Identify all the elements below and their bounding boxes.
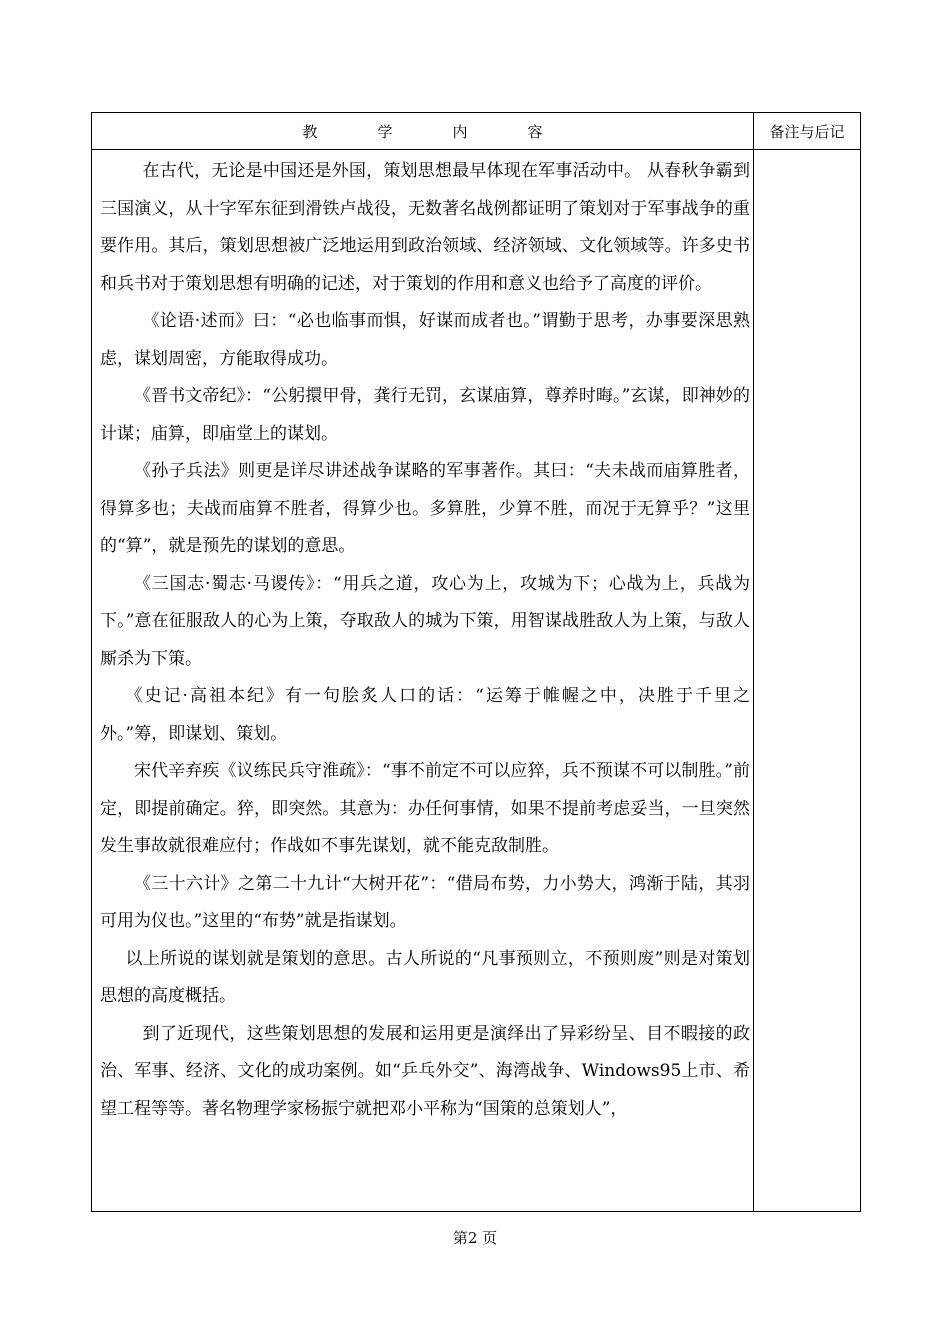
page-number: 第2 页 [452,1229,498,1247]
header-notes: 备注与后记 [769,123,845,141]
paragraph-lunyu: 《论语·述而》曰：“必也临事而惧，好谋而成者也。”谓勤于思考，办事要深思熟虑，谋划周密，方能取得成功。 [100,311,750,369]
paragraph-jinshu: 《晋书文帝纪》：“公躬擐甲骨，龚行无罚，玄谋庙算，尊养时晦。”玄谋，即神妙的计谋；庙算，即庙堂上的谋划。 [100,386,750,444]
teaching-content-body [100,153,750,1128]
paragraph-modern: 到了近现代，这些策划思想的发展和运用更是演绎出了异彩纷呈、目不暇接的政治、军事、经济、文化的成功案例。如“乒乓外交”、海湾战争、Windows95上市、希望工程等等。著名物理学家杨振宁就把邓小平称为“国策的总策划人”， [100,1023,750,1119]
paragraph-summary: 以上所说的谋划就是策划的意思。古人所说的“凡事预则立，不预则废”则是对策划思想的高度概括。 [100,948,750,1006]
table-header-row [92,113,860,150]
column-divider [753,113,754,1211]
paragraph-sunzi: 《孙子兵法》则更是详尽讲述战争谋略的军事著作。其曰：“夫未战而庙算胜者，得算多也；夫战而庙算不胜者，得算少也。多算胜，少算不胜，而况于无算乎？”这里的“算”，就是预先的谋划的意思。 [100,461,750,556]
paragraph-ancient-planning: 在古代，无论是中国还是外国，策划思想最早体现在军事活动中。 从春秋争霸到三国演义，从十字军东征到滑铁卢战役，无数著名战例都证明了策划对于军事战争的重要作用。其后，策划思想被广泛地运用到政治领域、经济领域、文化领域等。许多史书和兵书对于策划思想有明确的记述，对于策划的作用和意义也给予了高度的评价。 [100,161,750,294]
paragraph-shiji: 《史记·高祖本纪》有一句脍炙人口的话：“运筹于帷幄之中，决胜于千里之外。”筹，即谋划、策划。 [100,686,750,744]
header-teaching-content: 教 学 内 容 [302,123,543,141]
paragraph-xin-qiji: 宋代辛弃疾《议练民兵守淮疏》：“事不前定不可以应猝，兵不预谋不可以制胜。”前定，即提前确定。猝，即突然。其意为：办任何事情，如果不提前考虑妥当，一旦突然发生事故就很难应付；作战如不事先谋划，就不能克敌制胜。 [100,761,750,856]
paragraph-sanshiliuji: 《三十六计》之第二十九计“大树开花”：“借局布势，力小势大，鸿渐于陆，其羽可用为仪也。”这里的“布势”就是指谋划。 [100,873,750,931]
paragraph-sanguozhi: 《三国志·蜀志·马谡传》：“用兵之道，攻心为上，攻城为下；心战为上，兵战为下。”意在征服敌人的心为上策，夺取敌人的城为下策，用智谋战胜敌人为上策，与敌人厮杀为下策。 [100,573,750,669]
lesson-table [91,112,861,1212]
